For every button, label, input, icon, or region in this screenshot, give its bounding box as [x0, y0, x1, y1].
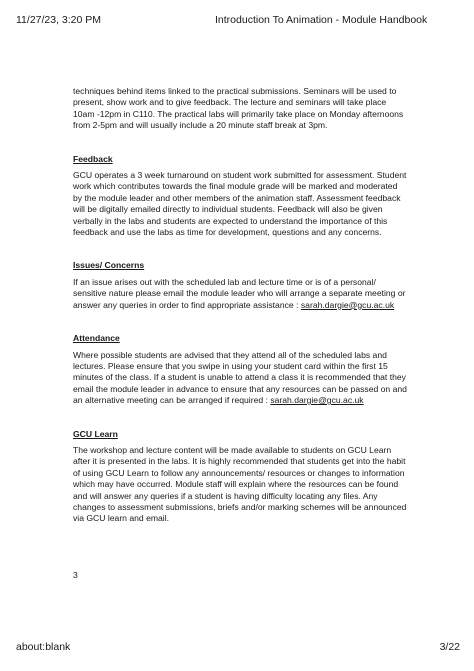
attendance-text: Where possible students are advised that they attend all of the scheduled labs and lectures. Please ensure that you swipe in using your student card within the first 15 minutes of the class. If a student is unable to attend a class it is recommended that they email the module leader in advance to ensure that any resources can be passed on and an alternative meeting can be arranged if required :	[73, 349, 407, 406]
attendance-heading: Attendance	[73, 333, 120, 344]
gcu-learn-heading: GCU Learn	[73, 428, 118, 439]
issues-paragraph	[73, 277, 407, 311]
issues-email-link[interactable]: sarah.dargie@gcu.ac.uk	[300, 299, 395, 310]
print-datetime: 11/27/23, 3:20 PM	[16, 14, 102, 26]
attendance-paragraph	[73, 350, 407, 407]
page-counter: 3/22	[439, 641, 460, 653]
document-title: Introduction To Animation - Module Handbook	[215, 14, 428, 26]
document-body	[73, 86, 407, 525]
issues-heading: Issues/ Concerns	[73, 260, 145, 271]
page-number: 3	[73, 570, 78, 580]
gcu-learn-paragraph: The workshop and lecture content will be made available to students on GCU Learn after it is presented in the labs. It is highly recommended that students get into the habit of using GCU Learn to follow any announcements/ resources or changes to information which may have occurred. Module staff will explain where the resources can be found and will answer any queries if a student is having difficulty locating any files. Any changes to assessment submissions, briefs and/or marking schemes will be announced via GCU learn and email.	[73, 444, 407, 524]
page-url: about:blank	[16, 641, 71, 653]
attendance-email-link[interactable]: sarah.dargie@gcu.ac.uk	[270, 395, 364, 406]
issues-text: If an issue arises out with the scheduled lab and lecture time or is of a personal/ sensitive nature please email the module leader who will arrange a separate meeting or answer any queries in order to find appropriate assistance :	[73, 276, 406, 310]
feedback-paragraph: GCU operates a 3 week turnaround on student work submitted for assessment. Student work which contributes towards the final module grade will be marked and moderated by the module leader and other members of the animation staff. Assessment feedback will be digitally emailed directly to individual students. Feedback will also be given verbally in the labs and students are expected to understand the importance of this feedback and use the labs as time for development, questions and any concerns.	[73, 170, 407, 238]
intro-paragraph: techniques behind items linked to the practical submissions. Seminars will be used to present, show work and to give feedback. The lecture and seminars will take place 10am -12pm in C110. The practical labs will primarily take place on Monday afternoons from 2-5pm and will usually include a 20 minute staff break at 3pm.	[73, 86, 404, 131]
feedback-heading: Feedback	[73, 153, 113, 164]
